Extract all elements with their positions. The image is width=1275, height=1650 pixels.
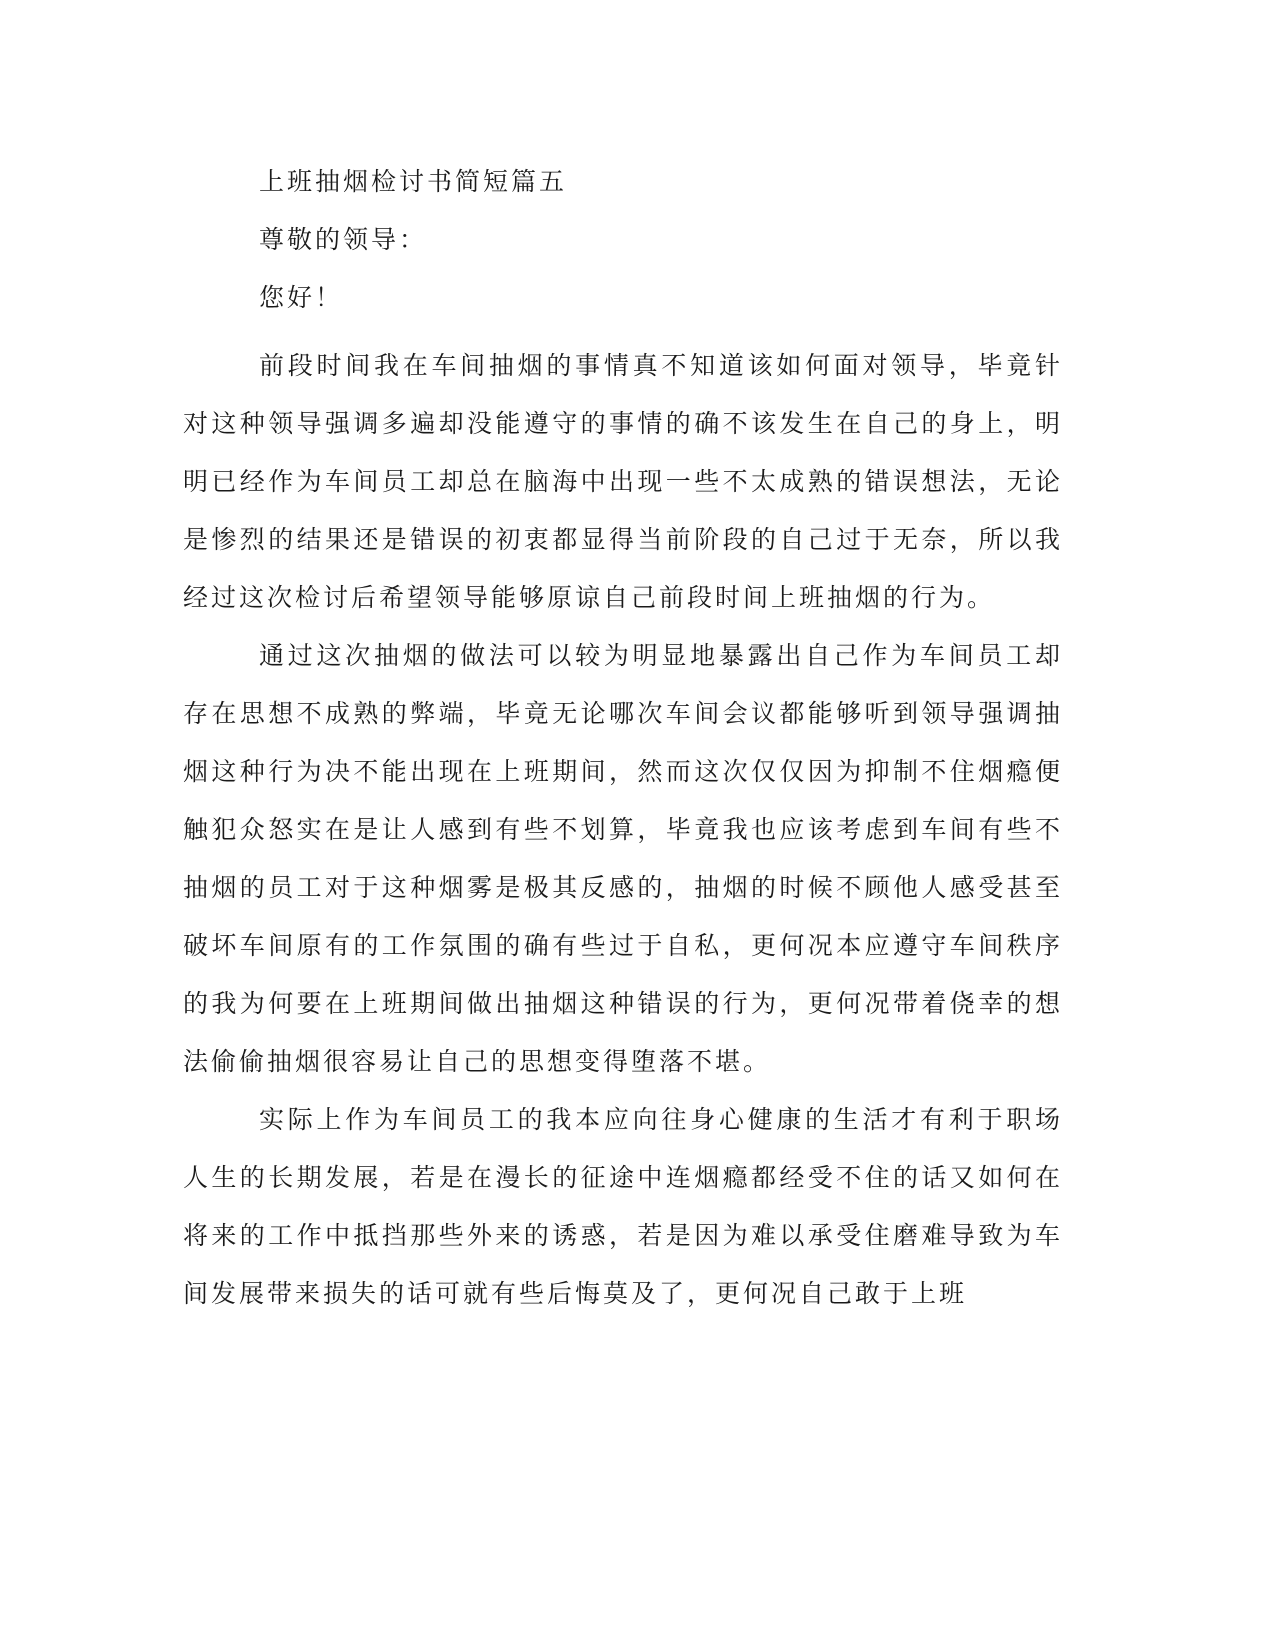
salutation: 尊敬的领导： <box>259 225 428 254</box>
greeting: 您好！ <box>259 283 344 312</box>
document-title: 上班抽烟检讨书简短篇五 <box>259 167 568 196</box>
paragraph-2: 通过这次抽烟的做法可以较为明显地暴露出自己作为车间员工却存在思想不成熟的弊端，毕竟无论哪次车间会议都能够听到领导强调抽烟这种行为决不能出现在上班期间，然而这次仅仅因为抑制不住烟瘾便触犯众怒实在是让人感到有些不划算，毕竟我也应该考虑到车间有些不抽烟的员工对于这种烟雾是极其反感的，抽烟的时候不顾他人感受甚至破坏车间原有的工作氛围的确有些过于自私，更何况本应遵守车间秩序的我为何要在上班期间做出抽烟这种错误的行为，更何况带着侥幸的想法偷偷抽烟很容易让自己的思想变得堕落不堪。 <box>183 641 1063 1076</box>
paragraph-1: 前段时间我在车间抽烟的事情真不知道该如何面对领导，毕竟针对这种领导强调多遍却没能遵守的事情的确不该发生在自己的身上，明明已经作为车间员工却总在脑海中出现一些不太成熟的错误想法，无论是惨烈的结果还是错误的初衷都显得当前阶段的自己过于无奈，所以我经过这次检讨后希望领导能够原谅自己前段时间上班抽烟的行为。 <box>183 351 1063 612</box>
paragraph-3: 实际上作为车间员工的我本应向往身心健康的生活才有利于职场人生的长期发展，若是在漫长的征途中连烟瘾都经受不住的话又如何在将来的工作中抵挡那些外来的诱惑，若是因为难以承受住磨难导致为车间发展带来损失的话可就有些后悔莫及了，更何况自己敢于上班 <box>183 1105 1063 1308</box>
document-body <box>183 163 1063 1323</box>
